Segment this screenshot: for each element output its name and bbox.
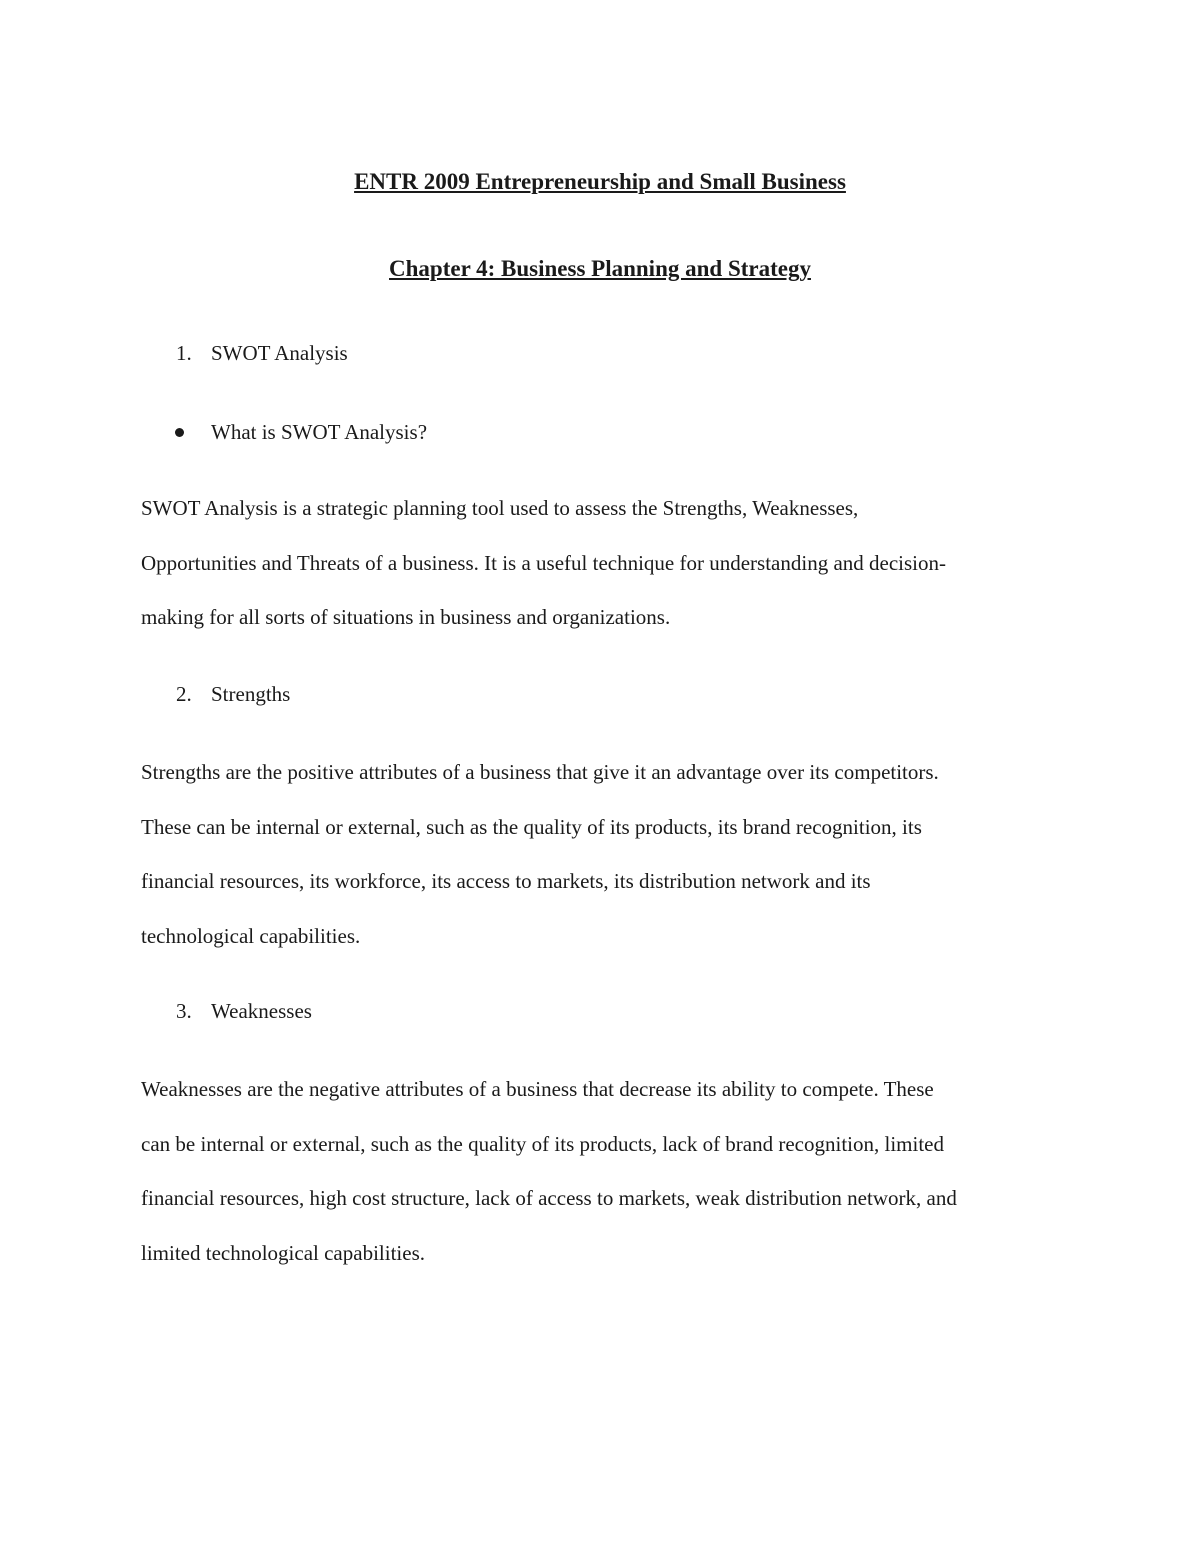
list-heading: Weaknesses xyxy=(211,999,312,1023)
list-heading: Strengths xyxy=(211,682,291,706)
paragraph-line: making for all sorts of situations in business and organizations. xyxy=(141,605,671,629)
course-title: ENTR 2009 Entrepreneurship and Small Business xyxy=(354,169,846,194)
paragraph-line: Strengths are the positive attributes of a business that give it an advantage over its competitors. xyxy=(141,760,939,784)
list-number: 1. xyxy=(176,341,192,365)
paragraph-line: Weaknesses are the negative attributes of a business that decrease its ability to compete. These xyxy=(141,1077,934,1101)
paragraph-line: Opportunities and Threats of a business. It is a useful technique for understanding and decision- xyxy=(141,550,947,575)
bullet-text: What is SWOT Analysis? xyxy=(211,420,428,444)
paragraph-line: technological capabilities. xyxy=(141,923,361,948)
paragraph-line: These can be internal or external, such as the quality of its products, its brand recognition, its xyxy=(141,814,922,839)
list-number: 3. xyxy=(176,999,192,1023)
paragraph-swot-definition xyxy=(141,481,1071,645)
paragraph-line: can be internal or external, such as the quality of its products, lack of brand recognition, limited xyxy=(141,1131,945,1156)
paragraph-line: limited technological capabilities. xyxy=(141,1240,425,1265)
bullet-dot-icon xyxy=(175,428,184,437)
paragraph-line: financial resources, its workforce, its access to markets, its distribution network and its xyxy=(141,869,871,893)
paragraph-strengths xyxy=(141,745,1071,963)
list-heading: SWOT Analysis xyxy=(211,341,348,365)
chapter-title: Chapter 4: Business Planning and Strategy xyxy=(389,256,811,281)
paragraph-line: financial resources, high cost structure, lack of access to markets, weak distribution network, and xyxy=(141,1186,957,1210)
paragraph-line: SWOT Analysis is a strategic planning tool used to assess the Strengths, Weaknesses, xyxy=(141,496,859,520)
paragraph-weaknesses xyxy=(141,1062,1071,1280)
list-number: 2. xyxy=(176,682,192,706)
